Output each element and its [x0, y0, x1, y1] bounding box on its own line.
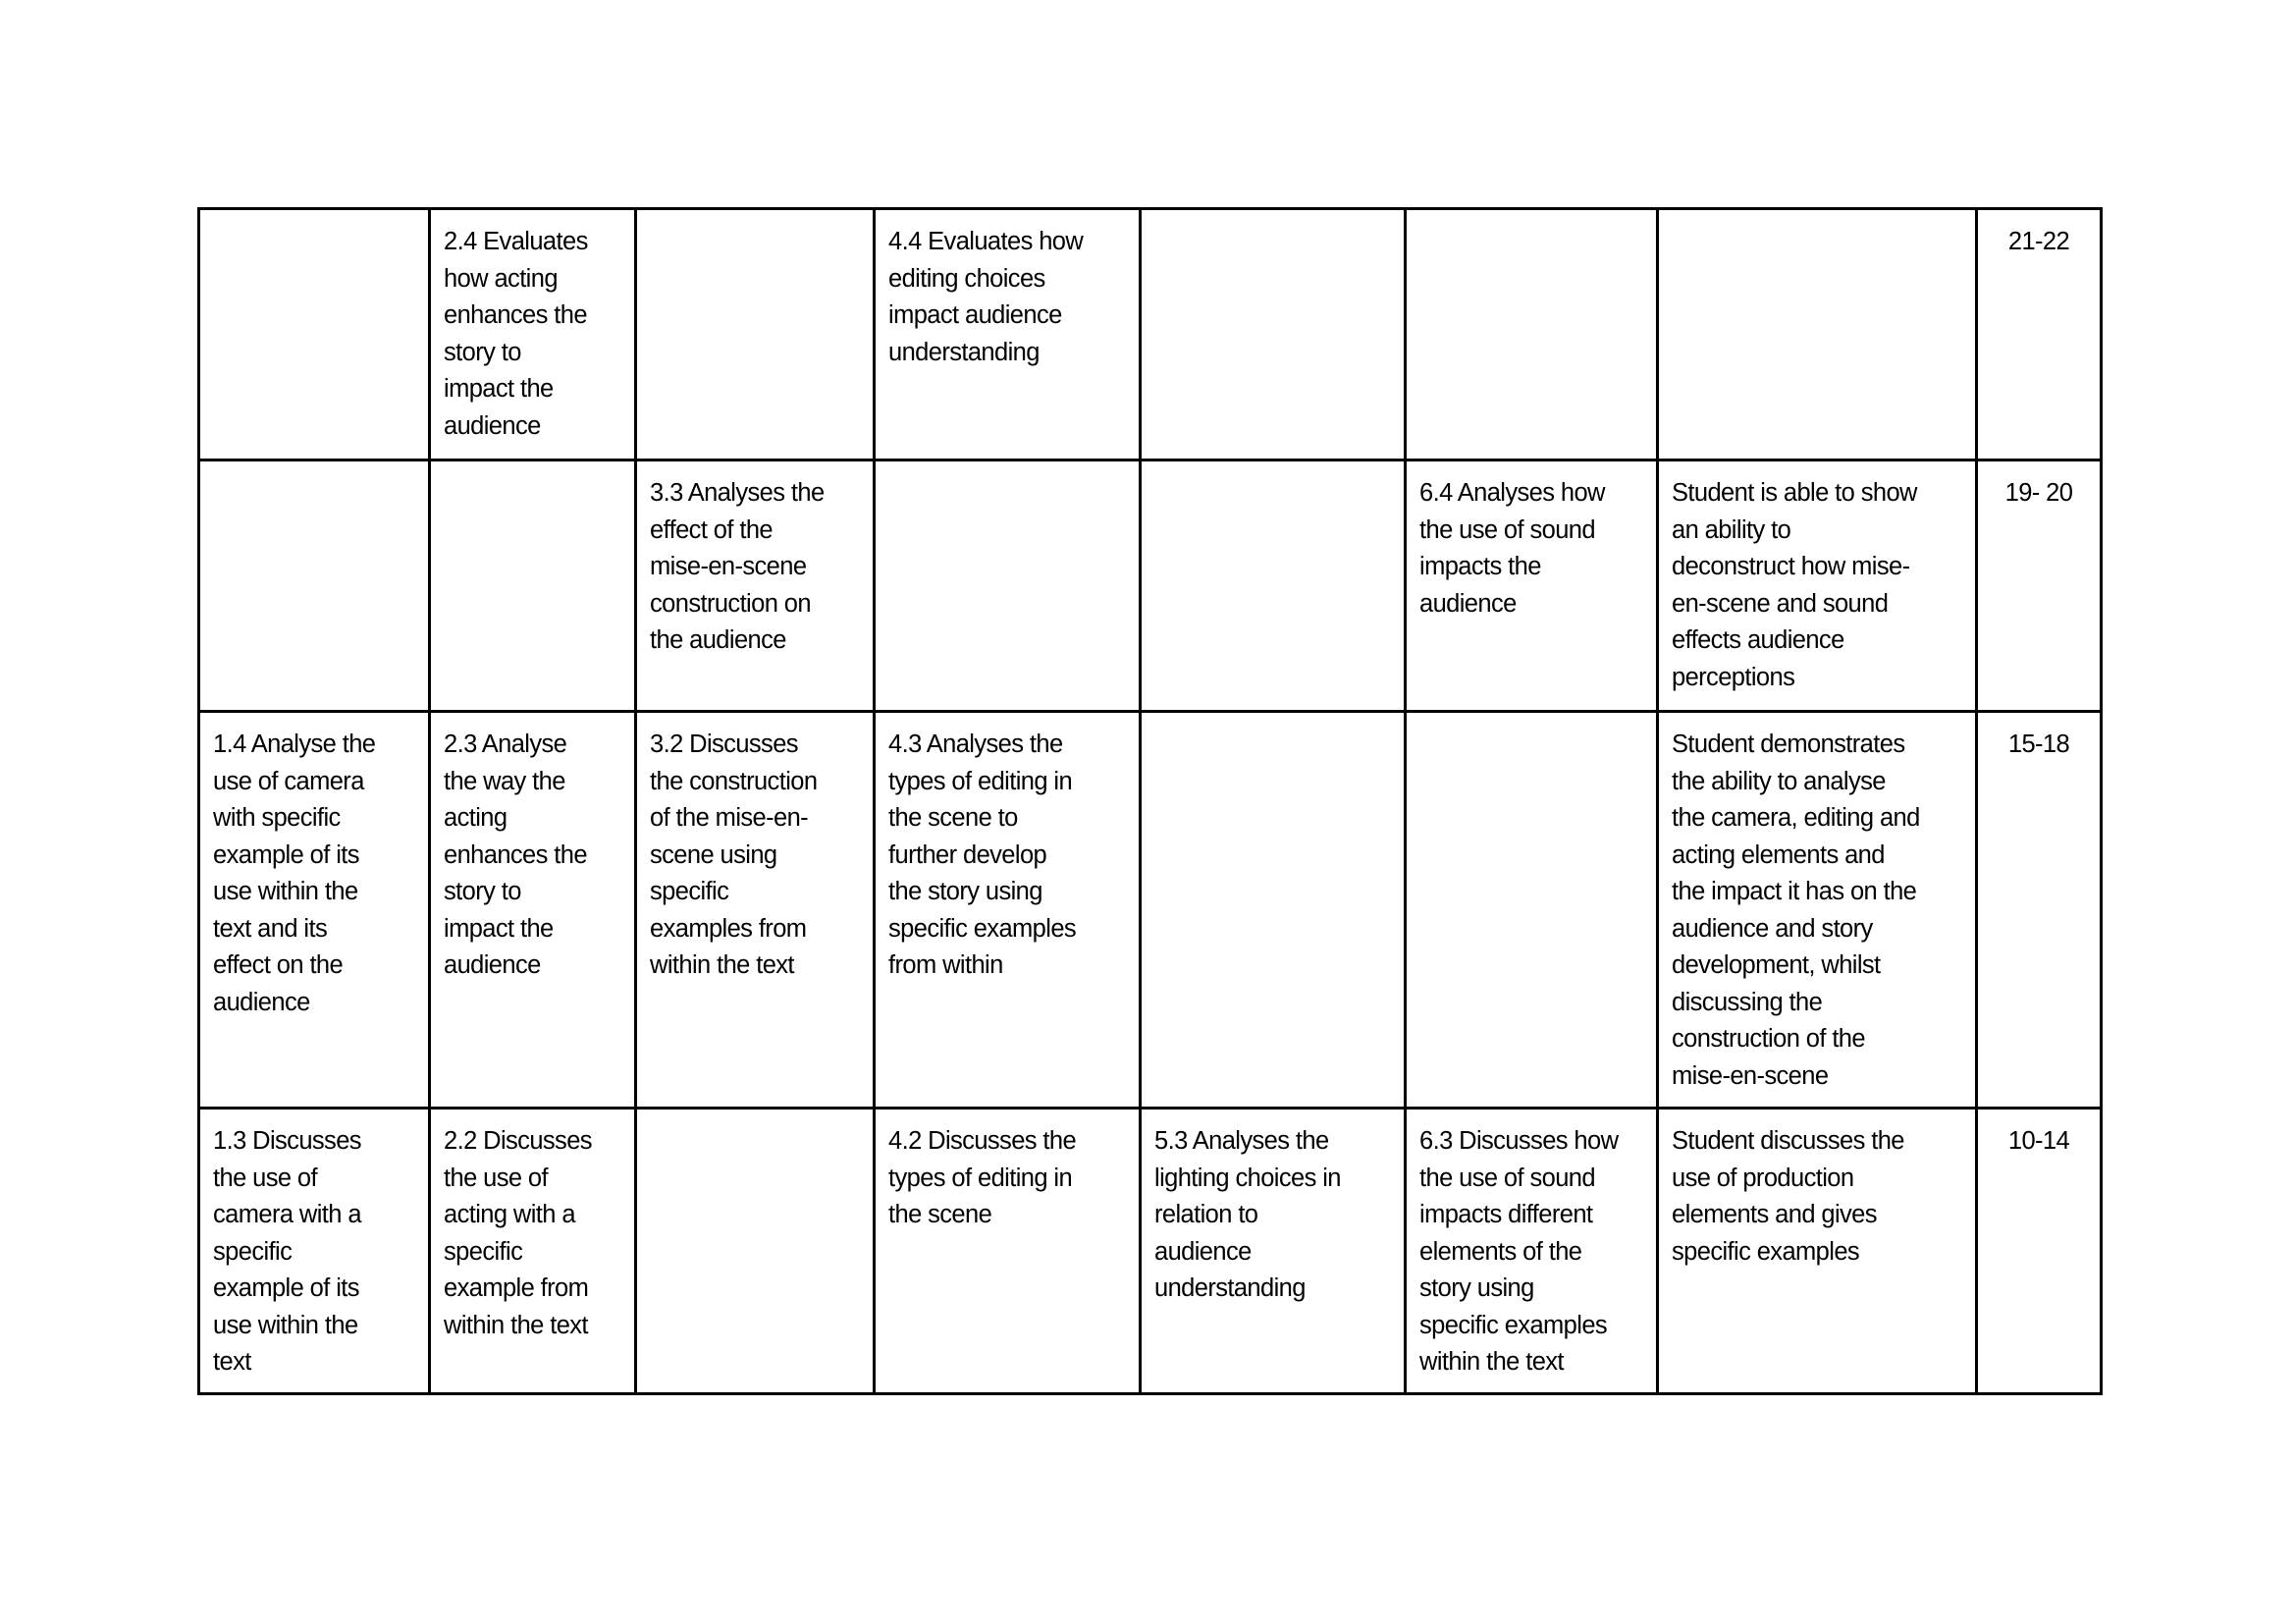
criterion-cell-col2: 2.2 Discusses the use of acting with a specific example from within the text — [430, 1109, 636, 1394]
summary-cell — [1658, 209, 1977, 460]
score-range-cell: 15-18 — [1977, 712, 2102, 1109]
criterion-cell-col1: 1.3 Discusses the use of camera with a specific example of its use within the text — [199, 1109, 430, 1394]
criterion-cell-col3 — [636, 209, 875, 460]
criterion-cell-col6 — [1406, 209, 1658, 460]
criterion-cell-col5 — [1141, 712, 1406, 1109]
summary-cell: Student demonstrates the ability to analyse the camera, editing and acting elements and the impact it has on the audience and story development, whilst discussing the construction of the mise-en-scene — [1658, 712, 1977, 1109]
criterion-cell-col4 — [875, 460, 1141, 712]
criterion-cell-col6: 6.4 Analyses how the use of sound impacts the audience — [1406, 460, 1658, 712]
score-range-cell: 10-14 — [1977, 1109, 2102, 1394]
criterion-cell-col6 — [1406, 712, 1658, 1109]
rubric-table — [197, 207, 2103, 1395]
criterion-cell-col6: 6.3 Discusses how the use of sound impacts different elements of the story using specific examples within the text — [1406, 1109, 1658, 1394]
criterion-cell-col5 — [1141, 460, 1406, 712]
summary-cell: Student discusses the use of production elements and gives specific examples — [1658, 1109, 1977, 1394]
criterion-cell-col4: 4.3 Analyses the types of editing in the scene to further develop the story using specific examples from within — [875, 712, 1141, 1109]
rubric-row-15-18 — [199, 712, 2102, 1109]
criterion-cell-col1: 1.4 Analyse the use of camera with specific example of its use within the text and its effect on the audience — [199, 712, 430, 1109]
rubric-row-21-22 — [199, 209, 2102, 460]
criterion-cell-col5: 5.3 Analyses the lighting choices in relation to audience understanding — [1141, 1109, 1406, 1394]
criterion-cell-col2: 2.4 Evaluates how acting enhances the story to impact the audience — [430, 209, 636, 460]
criterion-cell-col3: 3.2 Discusses the construction of the mise-en- scene using specific examples from within the text — [636, 712, 875, 1109]
rubric-row-10-14 — [199, 1109, 2102, 1394]
criterion-cell-col2: 2.3 Analyse the way the acting enhances the story to impact the audience — [430, 712, 636, 1109]
score-range-cell: 19- 20 — [1977, 460, 2102, 712]
criterion-cell-col4: 4.4 Evaluates how editing choices impact audience understanding — [875, 209, 1141, 460]
rubric-row-19-20 — [199, 460, 2102, 712]
score-range-cell: 21-22 — [1977, 209, 2102, 460]
criterion-cell-col3 — [636, 1109, 875, 1394]
criterion-cell-col2 — [430, 460, 636, 712]
criterion-cell-col1 — [199, 460, 430, 712]
criterion-cell-col4: 4.2 Discusses the types of editing in the scene — [875, 1109, 1141, 1394]
summary-cell: Student is able to show an ability to deconstruct how mise- en-scene and sound effects audience perceptions — [1658, 460, 1977, 712]
criterion-cell-col5 — [1141, 209, 1406, 460]
criterion-cell-col1 — [199, 209, 430, 460]
criterion-cell-col3: 3.3 Analyses the effect of the mise-en-scene construction on the audience — [636, 460, 875, 712]
